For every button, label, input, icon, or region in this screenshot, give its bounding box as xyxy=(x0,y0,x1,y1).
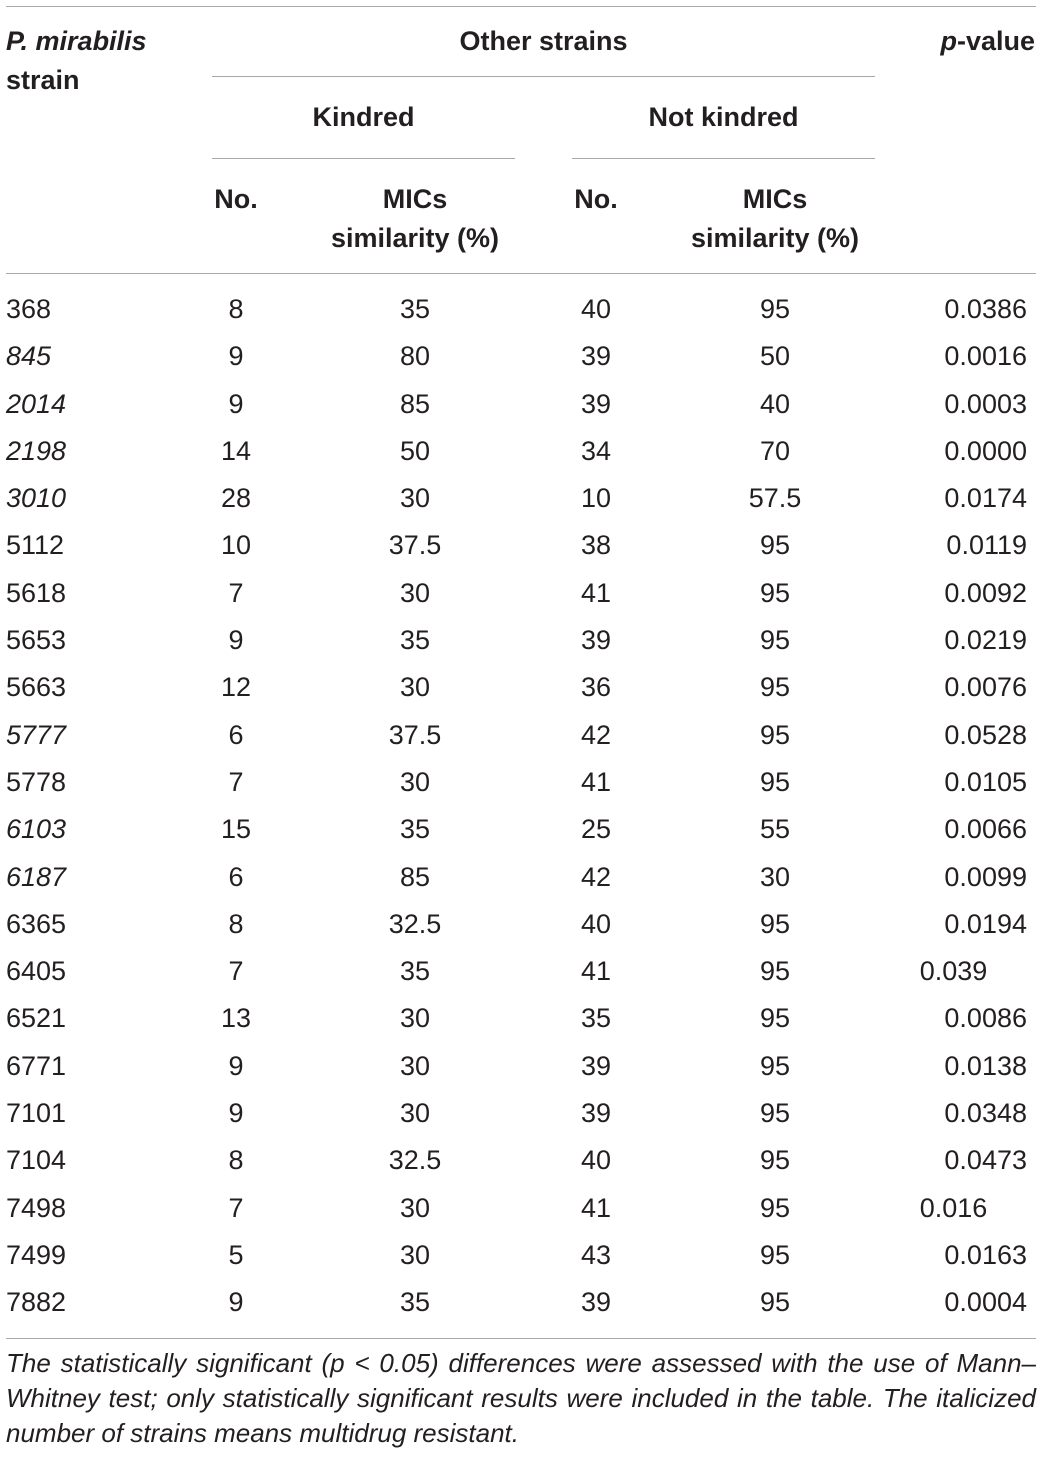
kindred-no-cell: 9 xyxy=(228,625,244,656)
table-row xyxy=(0,1043,1043,1090)
p-value-cell: 0.0099 xyxy=(944,861,1027,892)
kindred-mics-cell: 85 xyxy=(399,861,431,892)
p-value-cell: 0.0066 xyxy=(944,814,1027,845)
not-kindred-mics-cell: 95 xyxy=(759,1287,791,1318)
strain-cell: 368 xyxy=(6,294,52,324)
p-value-cell: 0.0163 xyxy=(944,1239,1027,1270)
not-kindred-no-cell: 40 xyxy=(580,908,612,939)
table-row xyxy=(0,1279,1043,1326)
strain-cell: 5778 xyxy=(6,766,67,797)
strain-cell: 6521 xyxy=(6,1003,67,1034)
mics-line2: similarity (%) xyxy=(330,223,500,253)
p-value-cell: 0.0386 xyxy=(944,294,1027,324)
kindred-mics-cell: 30 xyxy=(399,672,431,703)
table-row xyxy=(0,854,1043,901)
not-kindred-no-cell: 40 xyxy=(580,294,612,324)
not-kindred-no-cell: 41 xyxy=(580,577,612,608)
strain-cell: 6771 xyxy=(6,1050,67,1081)
kindred-no-cell: 9 xyxy=(228,1050,244,1081)
kindred-mics-cell: 35 xyxy=(399,625,431,656)
not-kindred-mics-cell: 95 xyxy=(759,1145,791,1176)
not-kindred-mics-cell: 95 xyxy=(759,294,791,324)
table-row xyxy=(0,1090,1043,1137)
kindred-mics-cell: 35 xyxy=(399,294,431,324)
kindred-mics-cell: 30 xyxy=(399,1050,431,1081)
not-kindred-mics-cell: 70 xyxy=(759,435,791,466)
top-rule xyxy=(6,6,1036,7)
table-row xyxy=(0,286,1043,333)
strain-cell: 7882 xyxy=(6,1287,67,1318)
header-bottom-rule xyxy=(6,273,1036,274)
not-kindred-no-cell: 25 xyxy=(580,814,612,845)
table-row xyxy=(0,664,1043,711)
strain-cell: 6187 xyxy=(6,861,67,892)
kindred-no-cell: 9 xyxy=(228,1287,244,1318)
table-row xyxy=(0,995,1043,1042)
p-value-cell: 0.0473 xyxy=(944,1145,1027,1176)
mics-line1: MICs xyxy=(382,184,448,214)
not-kindred-no-cell: 34 xyxy=(580,435,612,466)
other-strains-rule xyxy=(212,76,875,77)
not-kindred-no-cell: 39 xyxy=(580,1050,612,1081)
table-row xyxy=(0,570,1043,617)
p-value-cell: 0.0219 xyxy=(944,625,1027,656)
kindred-mics-cell: 37.5 xyxy=(388,530,442,561)
strain-cell: 6365 xyxy=(6,908,67,939)
table-row xyxy=(0,381,1043,428)
p-value-cell: 0.016 xyxy=(919,1192,988,1223)
kindred-no-cell: 13 xyxy=(220,1003,252,1034)
not-kindred-no-cell: 39 xyxy=(580,1287,612,1318)
species-name: P. mirabilis xyxy=(6,26,147,56)
not-kindred-mics-cell: 95 xyxy=(759,1098,791,1129)
not-kindred-no-cell: 38 xyxy=(580,530,612,561)
kindred-no-cell: 8 xyxy=(228,294,244,324)
strain-column-header xyxy=(6,22,147,100)
kindred-no-cell: 6 xyxy=(228,719,244,750)
p-value-cell: 0.0086 xyxy=(944,1003,1027,1034)
not-kindred-mics-cell: 95 xyxy=(759,672,791,703)
not-kindred-mics-cell: 95 xyxy=(759,719,791,750)
kindred-mics-cell: 30 xyxy=(399,1192,431,1223)
not-kindred-no-cell: 43 xyxy=(580,1239,612,1270)
kindred-no-cell: 7 xyxy=(228,956,244,987)
strain-cell: 2014 xyxy=(6,388,67,419)
kindred-no-cell: 5 xyxy=(228,1239,244,1270)
table-footnote: The statistically significant (p < 0.05) differences were assessed with the use of Mann–Whitney test; only statistically significant results were included in the table. The italicized number of strains means multidrug resistant. xyxy=(6,1348,1036,1448)
not-kindred-no-cell: 41 xyxy=(580,766,612,797)
table-row xyxy=(0,1137,1043,1184)
p-value-cell: 0.0348 xyxy=(944,1098,1027,1129)
strain-cell: 3010 xyxy=(6,483,67,514)
p-value-cell: 0.0119 xyxy=(946,530,1027,561)
not-kindred-mics-cell: 95 xyxy=(759,530,791,561)
strain-cell: 7499 xyxy=(6,1239,67,1270)
table-row xyxy=(0,901,1043,948)
p-value-cell: 0.0105 xyxy=(944,766,1027,797)
table-row xyxy=(0,475,1043,522)
kindred-no-cell: 8 xyxy=(228,1145,244,1176)
p-value-cell: 0.0138 xyxy=(944,1050,1027,1081)
table-row xyxy=(0,333,1043,380)
table-row xyxy=(0,806,1043,853)
not-kindred-no-cell: 42 xyxy=(580,719,612,750)
kindred-no-cell: 6 xyxy=(228,861,244,892)
not-kindred-no-header: No. xyxy=(574,184,618,214)
not-kindred-mics-cell: 95 xyxy=(759,1050,791,1081)
not-kindred-no-cell: 42 xyxy=(580,861,612,892)
not-kindred-no-cell: 39 xyxy=(580,341,612,372)
kindred-mics-cell: 30 xyxy=(399,483,431,514)
not-kindred-mics-cell: 95 xyxy=(759,1003,791,1034)
not-kindred-no-cell: 40 xyxy=(580,1145,612,1176)
p-value-cell: 0.0003 xyxy=(944,388,1027,419)
table-row xyxy=(0,522,1043,569)
strain-cell: 5618 xyxy=(6,577,67,608)
kindred-mics-cell: 80 xyxy=(399,341,431,372)
not-kindred-mics-cell: 95 xyxy=(759,625,791,656)
kindred-mics-cell: 30 xyxy=(399,1003,431,1034)
table-bottom-rule xyxy=(6,1338,1036,1339)
kindred-no-cell: 28 xyxy=(220,483,252,514)
strain-cell: 5777 xyxy=(6,719,67,750)
table-row xyxy=(0,617,1043,664)
not-kindred-no-cell: 41 xyxy=(580,956,612,987)
not-kindred-no-cell: 10 xyxy=(580,483,612,514)
kindred-no-cell: 9 xyxy=(228,1098,244,1129)
kindred-header: Kindred xyxy=(312,102,415,132)
p-value-cell: 0.0528 xyxy=(944,719,1027,750)
kindred-mics-cell: 30 xyxy=(399,577,431,608)
strain-cell: 7104 xyxy=(6,1145,67,1176)
kindred-rule xyxy=(212,158,515,159)
kindred-mics-header xyxy=(310,180,520,258)
kindred-mics-cell: 37.5 xyxy=(388,719,442,750)
not-kindred-mics-cell: 95 xyxy=(759,766,791,797)
strain-cell: 6103 xyxy=(6,814,67,845)
kindred-no-cell: 7 xyxy=(228,577,244,608)
strain-cell: 7101 xyxy=(6,1098,67,1129)
not-kindred-no-cell: 36 xyxy=(580,672,612,703)
not-kindred-header: Not kindred xyxy=(648,102,799,132)
p-value-cell: 0.0092 xyxy=(944,577,1027,608)
p-value-cell: 0.0016 xyxy=(944,341,1027,372)
p-value-label: -value xyxy=(956,26,1035,56)
strain-cell: 7498 xyxy=(6,1192,67,1223)
table-row xyxy=(0,712,1043,759)
not-kindred-mics-cell: 95 xyxy=(759,908,791,939)
table-row xyxy=(0,428,1043,475)
kindred-mics-cell: 35 xyxy=(399,956,431,987)
strain-cell: 5663 xyxy=(6,672,67,703)
not-kindred-mics-cell: 95 xyxy=(759,956,791,987)
not-kindred-no-cell: 39 xyxy=(580,388,612,419)
not-kindred-mics-cell: 30 xyxy=(759,861,791,892)
p-value-cell: 0.039 xyxy=(919,956,988,987)
kindred-mics-cell: 30 xyxy=(399,1239,431,1270)
table-row xyxy=(0,948,1043,995)
kindred-mics-cell: 35 xyxy=(399,1287,431,1318)
not-kindred-mics-cell: 50 xyxy=(759,341,791,372)
kindred-no-cell: 12 xyxy=(220,672,252,703)
kindred-no-cell: 10 xyxy=(220,530,252,561)
table-row xyxy=(0,759,1043,806)
kindred-no-cell: 9 xyxy=(228,388,244,419)
kindred-no-header: No. xyxy=(214,184,258,214)
kindred-mics-cell: 32.5 xyxy=(388,908,442,939)
table-body xyxy=(0,286,1043,1327)
not-kindred-mics-cell: 95 xyxy=(759,1192,791,1223)
kindred-mics-cell: 30 xyxy=(399,766,431,797)
p-value-cell: 0.0000 xyxy=(944,435,1027,466)
not-kindred-mics-cell: 55 xyxy=(759,814,791,845)
kindred-no-cell: 9 xyxy=(228,341,244,372)
not-kindred-mics-header xyxy=(670,180,880,258)
kindred-mics-cell: 30 xyxy=(399,1098,431,1129)
not-kindred-mics-cell: 95 xyxy=(759,577,791,608)
table-row xyxy=(0,1185,1043,1232)
not-kindred-mics-cell: 40 xyxy=(759,388,791,419)
kindred-no-cell: 14 xyxy=(220,435,252,466)
not-kindred-mics-cell: 95 xyxy=(759,1239,791,1270)
strain-cell: 5653 xyxy=(6,625,67,656)
not-kindred-no-cell: 39 xyxy=(580,625,612,656)
not-kindred-no-cell: 39 xyxy=(580,1098,612,1129)
strain-cell: 6405 xyxy=(6,956,67,987)
kindred-mics-cell: 35 xyxy=(399,814,431,845)
not-kindred-mics-cell: 57.5 xyxy=(748,483,802,514)
not-kindred-rule xyxy=(572,158,875,159)
p-value-cell: 0.0174 xyxy=(944,483,1027,514)
mics-line1: MICs xyxy=(742,184,808,214)
mics-line2: similarity (%) xyxy=(690,223,860,253)
kindred-no-cell: 8 xyxy=(228,908,244,939)
kindred-mics-cell: 50 xyxy=(399,435,431,466)
kindred-mics-cell: 32.5 xyxy=(388,1145,442,1176)
p-value-cell: 0.0004 xyxy=(944,1287,1027,1318)
strain-cell: 2198 xyxy=(6,435,67,466)
strain-cell: 5112 xyxy=(6,530,65,561)
kindred-mics-cell: 85 xyxy=(399,388,431,419)
p-value-cell: 0.0194 xyxy=(944,908,1027,939)
p-value-header xyxy=(880,22,1035,61)
strain-label: strain xyxy=(6,65,80,95)
table-row xyxy=(0,1232,1043,1279)
kindred-no-cell: 7 xyxy=(228,766,244,797)
not-kindred-no-cell: 35 xyxy=(580,1003,612,1034)
kindred-no-cell: 15 xyxy=(220,814,252,845)
p-value-cell: 0.0076 xyxy=(944,672,1027,703)
p-italic: p xyxy=(940,26,957,56)
kindred-no-cell: 7 xyxy=(228,1192,244,1223)
strain-cell: 845 xyxy=(6,341,52,372)
not-kindred-no-cell: 41 xyxy=(580,1192,612,1223)
other-strains-header: Other strains xyxy=(459,26,628,56)
